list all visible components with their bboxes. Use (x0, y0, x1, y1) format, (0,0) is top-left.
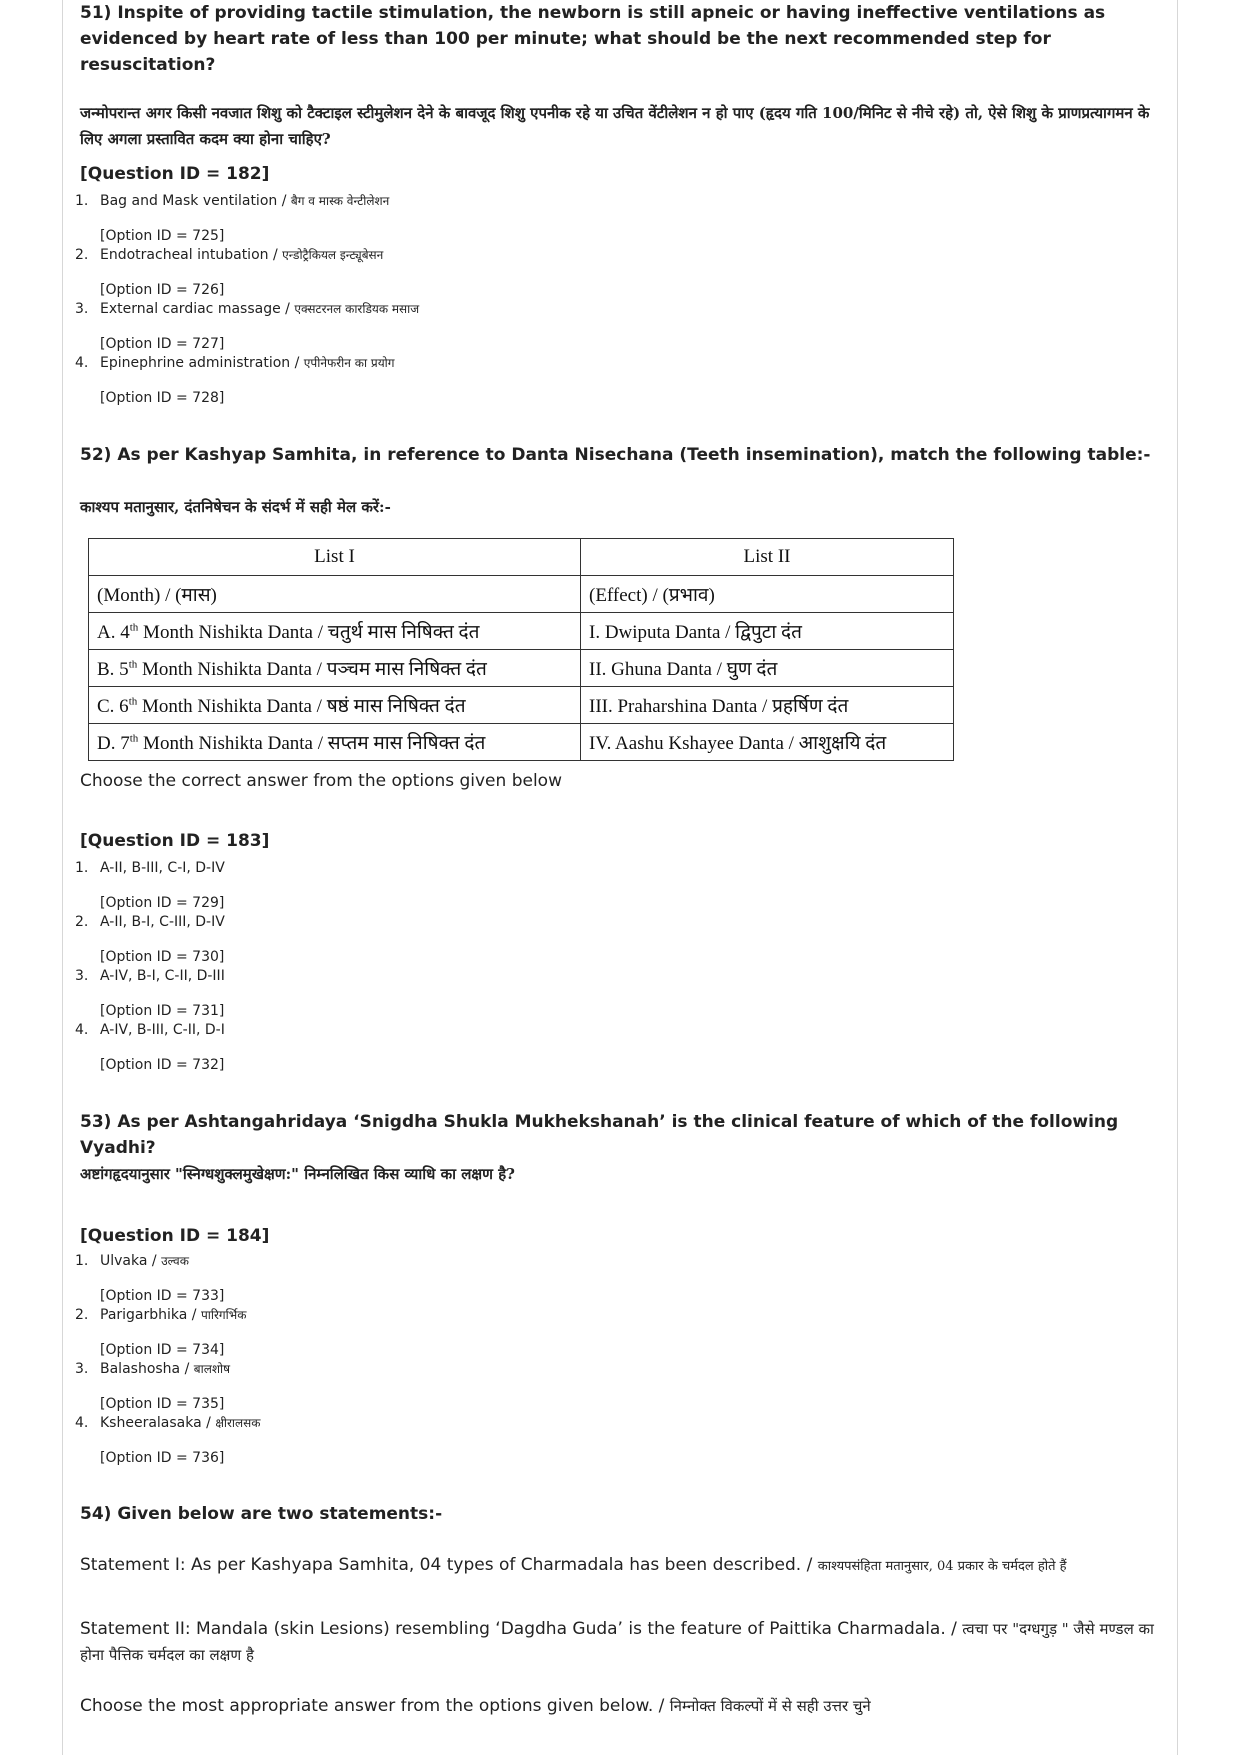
table-cell-list1: B. 5th Month Nishikta Danta / पञ्चम मास निषिक्त दंत (89, 650, 581, 687)
option-text: Ulvaka / (100, 1253, 162, 1269)
option-id: [Option ID = 734] (100, 1342, 225, 1358)
table-cell-list1: D. 7th Month Nishikta Danta / सप्तम मास निषिक्त दंत (89, 724, 581, 761)
table-subheader-row (89, 576, 954, 613)
option-number: 1. (75, 193, 89, 209)
option-text: A-II, B-I, C-III, D-IV (100, 914, 225, 930)
option-4[interactable] (75, 354, 1160, 372)
statement-1-hi: काश्यपसंहिता मतानुसार, 04 प्रकार के चर्मदल होते हैं (817, 1559, 1067, 1574)
statement-2 (80, 1616, 1160, 1668)
question-id: [Question ID = 184] (80, 1226, 270, 1246)
question-id-182 (80, 164, 1160, 184)
option-text: A-IV, B-III, C-II, D-I (100, 1022, 225, 1038)
instruction-en: Choose the most appropriate answer from the options given below. / (80, 1696, 670, 1716)
option-id: [Option ID = 731] (100, 1003, 225, 1019)
option-2[interactable] (75, 1306, 1160, 1324)
match-table-wrapper (88, 538, 954, 761)
instruction-text (80, 1693, 1160, 1719)
option-4[interactable] (75, 1021, 1160, 1039)
statement-2-hi: त्वचा पर "दग्धगुड़ " जैसे मण्डल का होना पैत्तिक चर्मदल का लक्षण है (80, 1620, 1154, 1664)
options-183 (75, 859, 1160, 1075)
option-number: 3. (75, 1361, 89, 1377)
option-id: [Option ID = 726] (100, 282, 225, 298)
option-id: [Option ID = 733] (100, 1288, 225, 1304)
question-heading: 54) Given below are two statements:- (80, 1504, 443, 1524)
option-list (75, 1252, 1160, 1468)
option-text: External cardiac massage / (100, 301, 295, 317)
option-number: 1. (75, 1253, 89, 1269)
option-text: A-II, B-III, C-I, D-IV (100, 860, 225, 876)
option-text: Parigarbhika / (100, 1307, 201, 1323)
table-header-list1: List I (89, 539, 581, 576)
match-table (88, 538, 954, 761)
option-hindi: क्षीरालसक (215, 1416, 261, 1430)
table-cell-list1: C. 6th Month Nishikta Danta / षष्ठं मास निषिक्त दंत (89, 687, 581, 724)
question-id-183 (80, 831, 1160, 851)
instruction-text: Choose the correct answer from the options given below (80, 771, 562, 791)
option-hindi: बालशोष (193, 1362, 231, 1376)
question-54 (80, 1501, 1160, 1527)
option-id: [Option ID = 727] (100, 336, 225, 352)
option-number: 4. (75, 355, 89, 371)
option-1[interactable] (75, 859, 1160, 877)
option-hindi: पारिगर्भिक (200, 1308, 247, 1322)
question-heading: 52) As per Kashyap Samhita, in reference to Danta Nisechana (Teeth insemination), match the following table:- (80, 445, 1151, 465)
option-id: [Option ID = 730] (100, 949, 225, 965)
question-id: [Question ID = 182] (80, 164, 270, 184)
option-text: Bag and Mask ventilation / (100, 193, 291, 209)
table-cell-list2: II. Ghuna Danta / घुण दंत (581, 650, 954, 687)
option-number: 4. (75, 1022, 89, 1038)
option-1[interactable] (75, 192, 1160, 210)
option-text: Epinephrine administration / (100, 355, 304, 371)
option-id: [Option ID = 728] (100, 390, 225, 406)
option-id: [Option ID = 729] (100, 895, 225, 911)
question-id: [Question ID = 183] (80, 831, 270, 851)
option-list (75, 859, 1160, 1075)
question-heading: 51) Inspite of providing tactile stimulation, the newborn is still apneic or having ineffective ventilations as evidenced by heart rate of less than 100 per minute; what should be the next recommended step for resuscitation? (80, 3, 1106, 75)
table-cell-list1: A. 4th Month Nishikta Danta / चतुर्थ मास निषिक्त दंत (89, 613, 581, 650)
question-52-instruction (80, 768, 1160, 794)
table-header-list2: List II (581, 539, 954, 576)
instruction-hi: निम्नोक्त विकल्पों में से सही उत्तर चुने (669, 1697, 871, 1715)
option-id: [Option ID = 732] (100, 1057, 225, 1073)
question-54-instruction (80, 1693, 1160, 1719)
statement-text (80, 1552, 1160, 1580)
option-id: [Option ID = 735] (100, 1396, 225, 1412)
option-3[interactable] (75, 300, 1160, 318)
option-3[interactable] (75, 1360, 1160, 1378)
question-hindi: जन्मोपरान्त अगर किसी नवजात शिशु को टैक्टाइल स्टीमुलेशन देने के बावजूद शिशु एपनीक रहे या उचित वेंटीलेशन न हो पाए (हृदय गति 100/मिनिट से नीचे रहे) तो, ऐसे शिशु के प्राणप्रत्यागमन के लिए अगला प्रस्तावित कदम क्या होना चाहिए? (80, 104, 1150, 148)
options-182 (75, 192, 1160, 408)
option-id: [Option ID = 725] (100, 228, 225, 244)
question-51 (80, 0, 1160, 152)
option-2[interactable] (75, 913, 1160, 931)
option-1[interactable] (75, 1252, 1160, 1270)
option-number: 4. (75, 1415, 89, 1431)
question-52-hindi (80, 494, 1160, 520)
option-2[interactable] (75, 246, 1160, 264)
option-hindi: एन्डोट्रैकियल इन्ट्यूबेसन (282, 248, 384, 262)
option-number: 3. (75, 968, 89, 984)
question-heading: 53) As per Ashtangahridaya ‘Snigdha Shukla Mukhekshanah’ is the clinical feature of which of the following Vyadhi? (80, 1112, 1119, 1158)
question-id-184 (80, 1226, 1160, 1246)
option-number: 2. (75, 1307, 89, 1323)
option-id: [Option ID = 736] (100, 1450, 225, 1466)
option-text: A-IV, B-I, C-II, D-III (100, 968, 225, 984)
statement-text (80, 1616, 1160, 1668)
option-text: Balashosha / (100, 1361, 194, 1377)
option-number: 1. (75, 860, 89, 876)
option-3[interactable] (75, 967, 1160, 985)
table-subheader-effect: (Effect) / (प्रभाव) (581, 576, 954, 613)
question-52 (80, 442, 1160, 468)
option-text: Endotracheal intubation / (100, 247, 283, 263)
statement-2-en: Statement II: Mandala (skin Lesions) resembling ‘Dagdha Guda’ is the feature of Paittika Charmadala. / (80, 1619, 963, 1639)
option-number: 3. (75, 301, 89, 317)
option-number: 2. (75, 247, 89, 263)
table-row (89, 687, 954, 724)
option-hindi: बैग व मास्क वेन्टीलेशन (290, 194, 390, 208)
table-cell-list2: IV. Aashu Kshayee Danta / आशुक्षयि दंत (581, 724, 954, 761)
option-4[interactable] (75, 1414, 1160, 1432)
table-row (89, 724, 954, 761)
table-row (89, 613, 954, 650)
options-184 (75, 1252, 1160, 1468)
option-hindi: एपीनेफरीन का प्रयोग (303, 356, 395, 370)
statement-1-en: Statement I: As per Kashyapa Samhita, 04 types of Charmadala has been described. / (80, 1555, 818, 1575)
question-hindi: अष्टांगहृदयानुसार "स्निग्धशुक्लमुखेक्षण:" निम्नलिखित किस व्याधि का लक्षण है? (80, 1165, 515, 1183)
question-hindi: काश्यप मतानुसार, दंतनिषेचन के संदर्भ में सही मेल करें:- (80, 498, 391, 516)
table-cell-list2: III. Praharshina Danta / प्रहर्षिण दंत (581, 687, 954, 724)
table-header-row (89, 539, 954, 576)
question-53 (80, 1109, 1160, 1161)
option-hindi: उल्वक (161, 1254, 189, 1268)
table-cell-list2: I. Dwiputa Danta / द्विपुटा दंत (581, 613, 954, 650)
statement-1 (80, 1552, 1160, 1580)
option-text: Ksheeralasaka / (100, 1415, 216, 1431)
table-subheader-month: (Month) / (मास) (89, 576, 581, 613)
option-number: 2. (75, 914, 89, 930)
question-53-hindi (80, 1161, 1160, 1187)
option-list (75, 192, 1160, 408)
table-row (89, 650, 954, 687)
option-hindi: एक्सटरनल कारडियक मसाज (294, 302, 420, 316)
